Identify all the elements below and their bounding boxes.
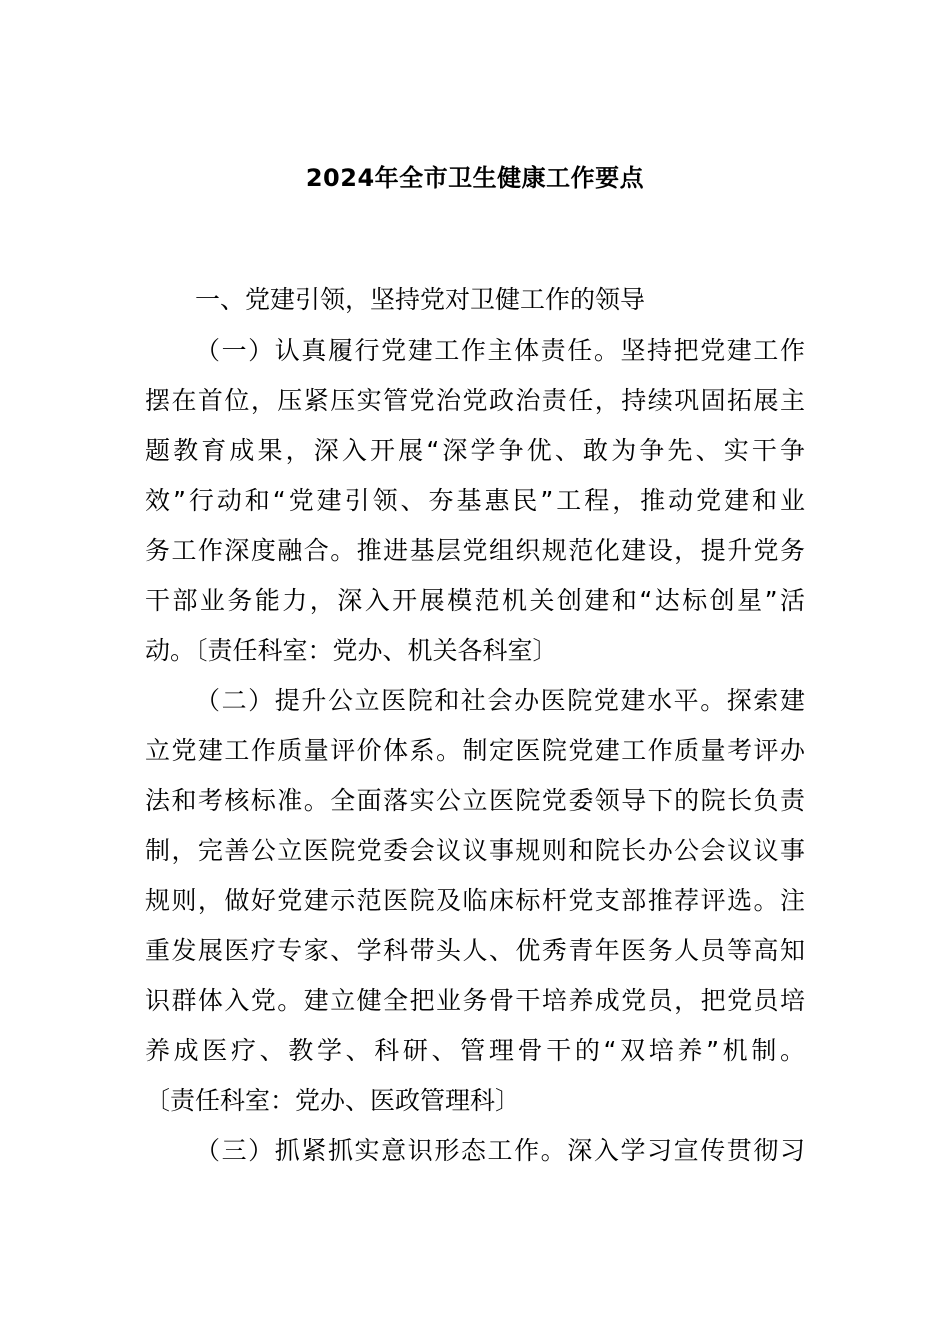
paragraph-2-line: 重发展医疗专家、学科带头人、优秀青年医务人员等高知 [145,936,805,965]
paragraph-2-line: 〔责任科室：党办、医政管理科〕 [145,1086,521,1115]
paragraph-2-line: （二）提升公立医院和社会办医院党建水平。探索建 [195,686,805,715]
document-title: 2024年全市卫生健康工作要点 [305,164,645,192]
paragraph-1-line: 摆在首位，压紧压实管党治党政治责任，持续巩固拓展主 [145,386,805,415]
paragraph-2-line: 识群体入党。建立健全把业务骨干培养成党员，把党员培 [145,986,805,1015]
paragraph-1-line: （一）认真履行党建工作主体责任。坚持把党建工作 [195,336,805,365]
paragraph-2-line: 养成医疗、教学、科研、管理骨干的“双培养”机制。 [145,1036,805,1065]
section-heading: 一、党建引领，坚持党对卫健工作的领导 [195,285,646,314]
paragraph-2-line: 制，完善公立医院党委会议议事规则和院长办公会议议事 [145,836,805,865]
paragraph-2-line: 法和考核标准。全面落实公立医院党委领导下的院长负责 [145,786,805,815]
paragraph-1-line: 务工作深度融合。推进基层党组织规范化建设，提升党务 [145,536,805,565]
paragraph-2-line: 规则，做好党建示范医院及临床标杆党支部推荐评选。注 [145,886,805,915]
paragraph-1-line: 动。〔责任科室：党办、机关各科室〕 [145,636,558,665]
paragraph-1-line: 题教育成果，深入开展“深学争优、敢为争先、实干争 [145,436,805,465]
paragraph-2-line: 立党建工作质量评价体系。制定医院党建工作质量考评办 [145,736,805,765]
paragraph-1-line: 效”行动和“党建引领、夯基惠民”工程，推动党建和业 [145,486,805,515]
paragraph-3-line: （三）抓紧抓实意识形态工作。深入学习宣传贯彻习 [195,1136,805,1165]
paragraph-1-line: 干部业务能力，深入开展模范机关创建和“达标创星”活 [145,586,805,615]
